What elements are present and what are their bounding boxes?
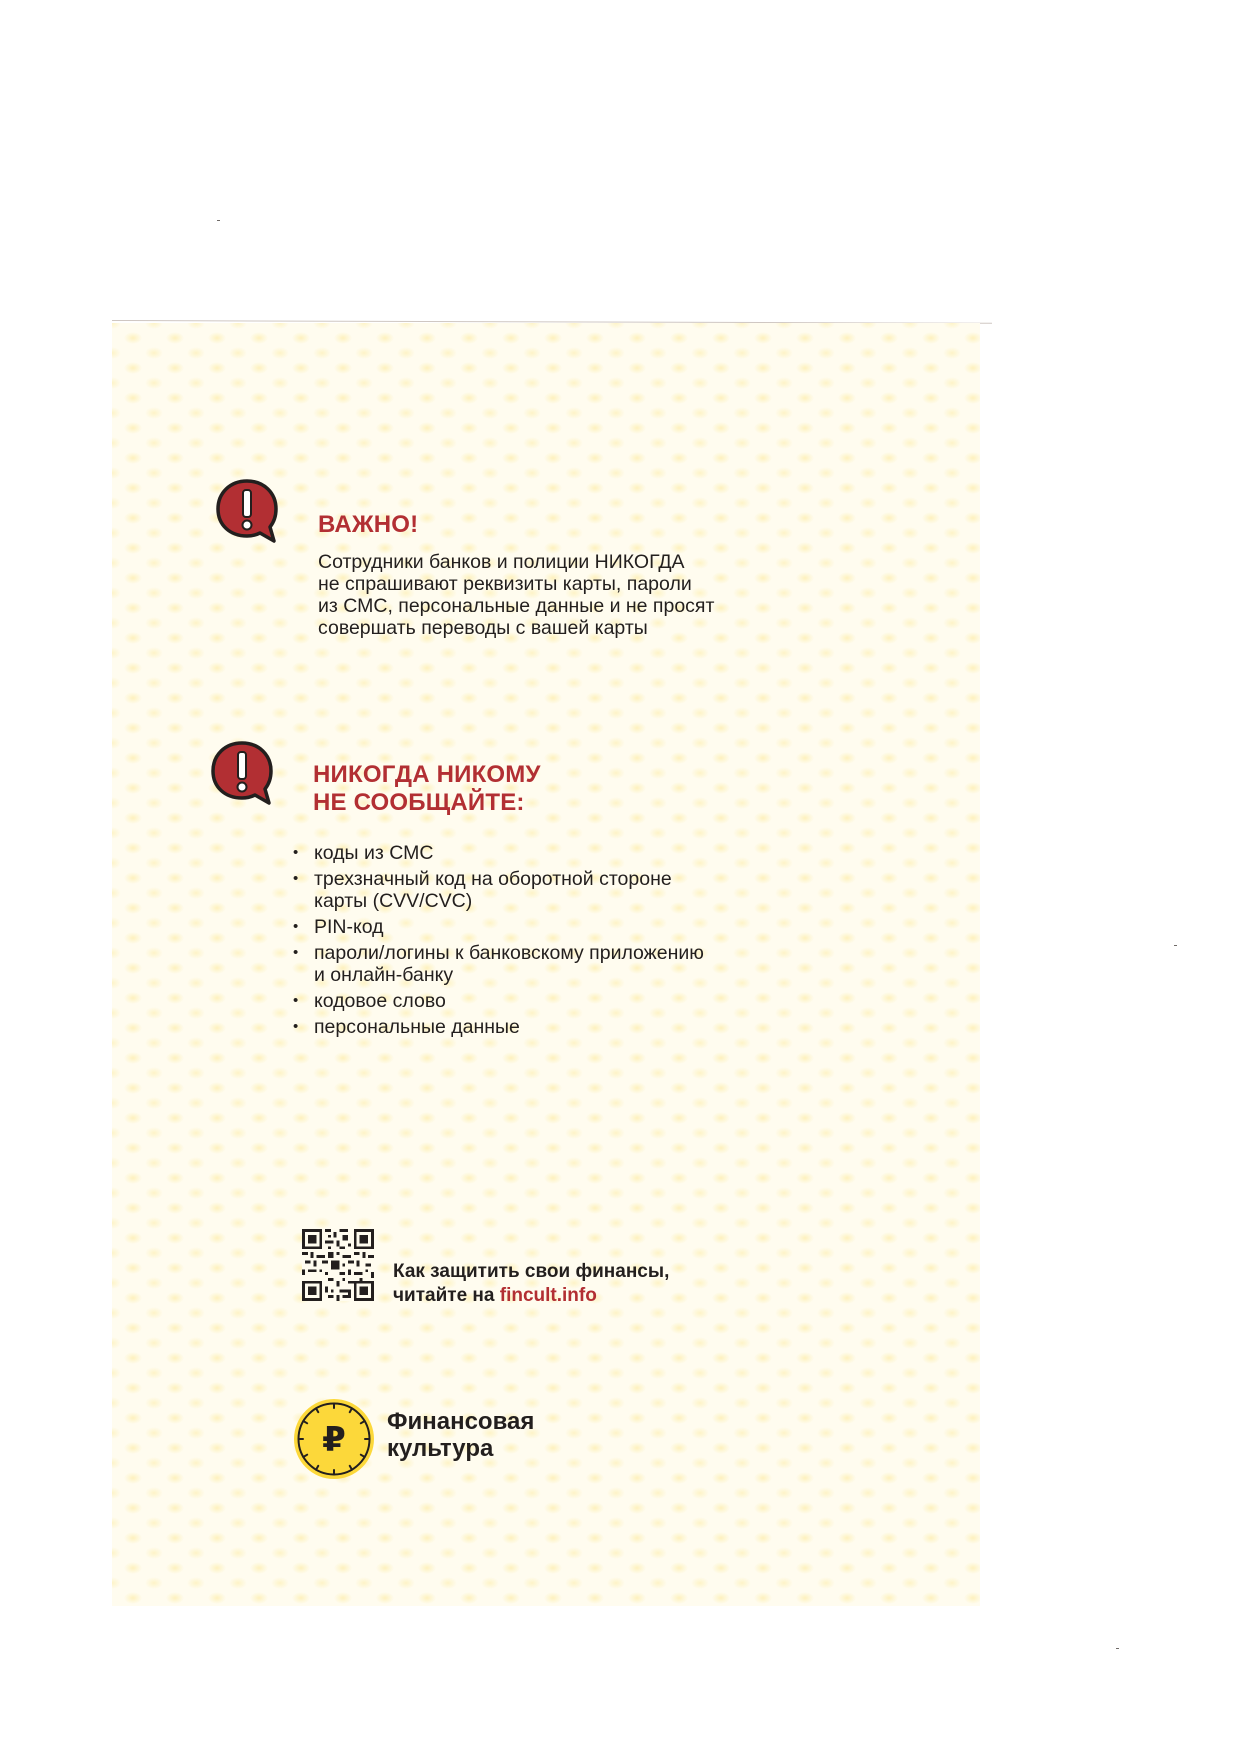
scan-speck <box>1116 1648 1119 1649</box>
never-tell-heading <box>313 761 541 817</box>
fincult-link[interactable]: fincult.info <box>499 1285 597 1306</box>
qr-code-icon[interactable] <box>302 1229 374 1301</box>
list-item <box>290 1016 704 1038</box>
bullet-icon: • <box>293 870 299 887</box>
list-item <box>290 990 704 1012</box>
important-text-line: Сотрудники банков и полиции НИКОГДА <box>318 551 685 573</box>
list-item-text: персональные данные <box>314 1016 520 1038</box>
logo-line: культура <box>387 1435 494 1462</box>
bullet-icon: • <box>293 844 299 861</box>
list-item <box>290 942 704 986</box>
cta-line <box>393 1284 669 1308</box>
logo-line: Финансовая <box>387 1408 535 1435</box>
list-item-text: коды из СМС <box>314 842 434 864</box>
important-text-line: из СМС, персональные данные и не просят <box>318 595 715 617</box>
ruble-coin-logo-icon <box>292 1397 376 1481</box>
bullet-icon: • <box>293 944 299 961</box>
never-tell-heading-line: НЕ СООБЩАЙТЕ: <box>313 789 525 816</box>
exclamation-speech-bubble-icon <box>209 739 275 809</box>
cta-prefix: читайте на <box>393 1285 500 1306</box>
important-text <box>318 551 714 639</box>
scan-speck <box>217 220 220 221</box>
important-heading: ВАЖНО! <box>318 511 419 538</box>
list-item-text: пароли/логины к банковскому приложению <box>314 942 704 964</box>
bullet-icon: • <box>293 992 299 1009</box>
ruble-symbol: ₽ <box>322 1420 346 1460</box>
list-item-text: PIN-код <box>314 916 384 938</box>
scan-speck <box>1174 945 1177 946</box>
list-item <box>290 842 704 864</box>
important-text-line: не спрашивают реквизиты карты, пароли <box>318 573 692 595</box>
cta-text <box>393 1260 669 1308</box>
bullet-icon: • <box>293 1018 299 1035</box>
never-tell-heading-line: НИКОГДА НИКОМУ <box>313 761 541 788</box>
important-text-line: совершать переводы с вашей карты <box>318 617 648 639</box>
list-item-text: и онлайн-банку <box>314 964 454 986</box>
list-item-text: кодовое слово <box>314 990 446 1012</box>
list-item-text: карты (CVV/CVC) <box>314 890 473 912</box>
cta-line: Как защитить свои финансы, <box>393 1261 670 1282</box>
logo-wordmark <box>387 1408 534 1462</box>
bullet-icon: • <box>293 918 299 935</box>
never-tell-list <box>290 842 704 1042</box>
list-item <box>290 868 704 912</box>
list-item <box>290 916 704 938</box>
list-item-text: трехзначный код на оборотной стороне <box>314 868 672 890</box>
exclamation-speech-bubble-icon <box>214 477 280 547</box>
